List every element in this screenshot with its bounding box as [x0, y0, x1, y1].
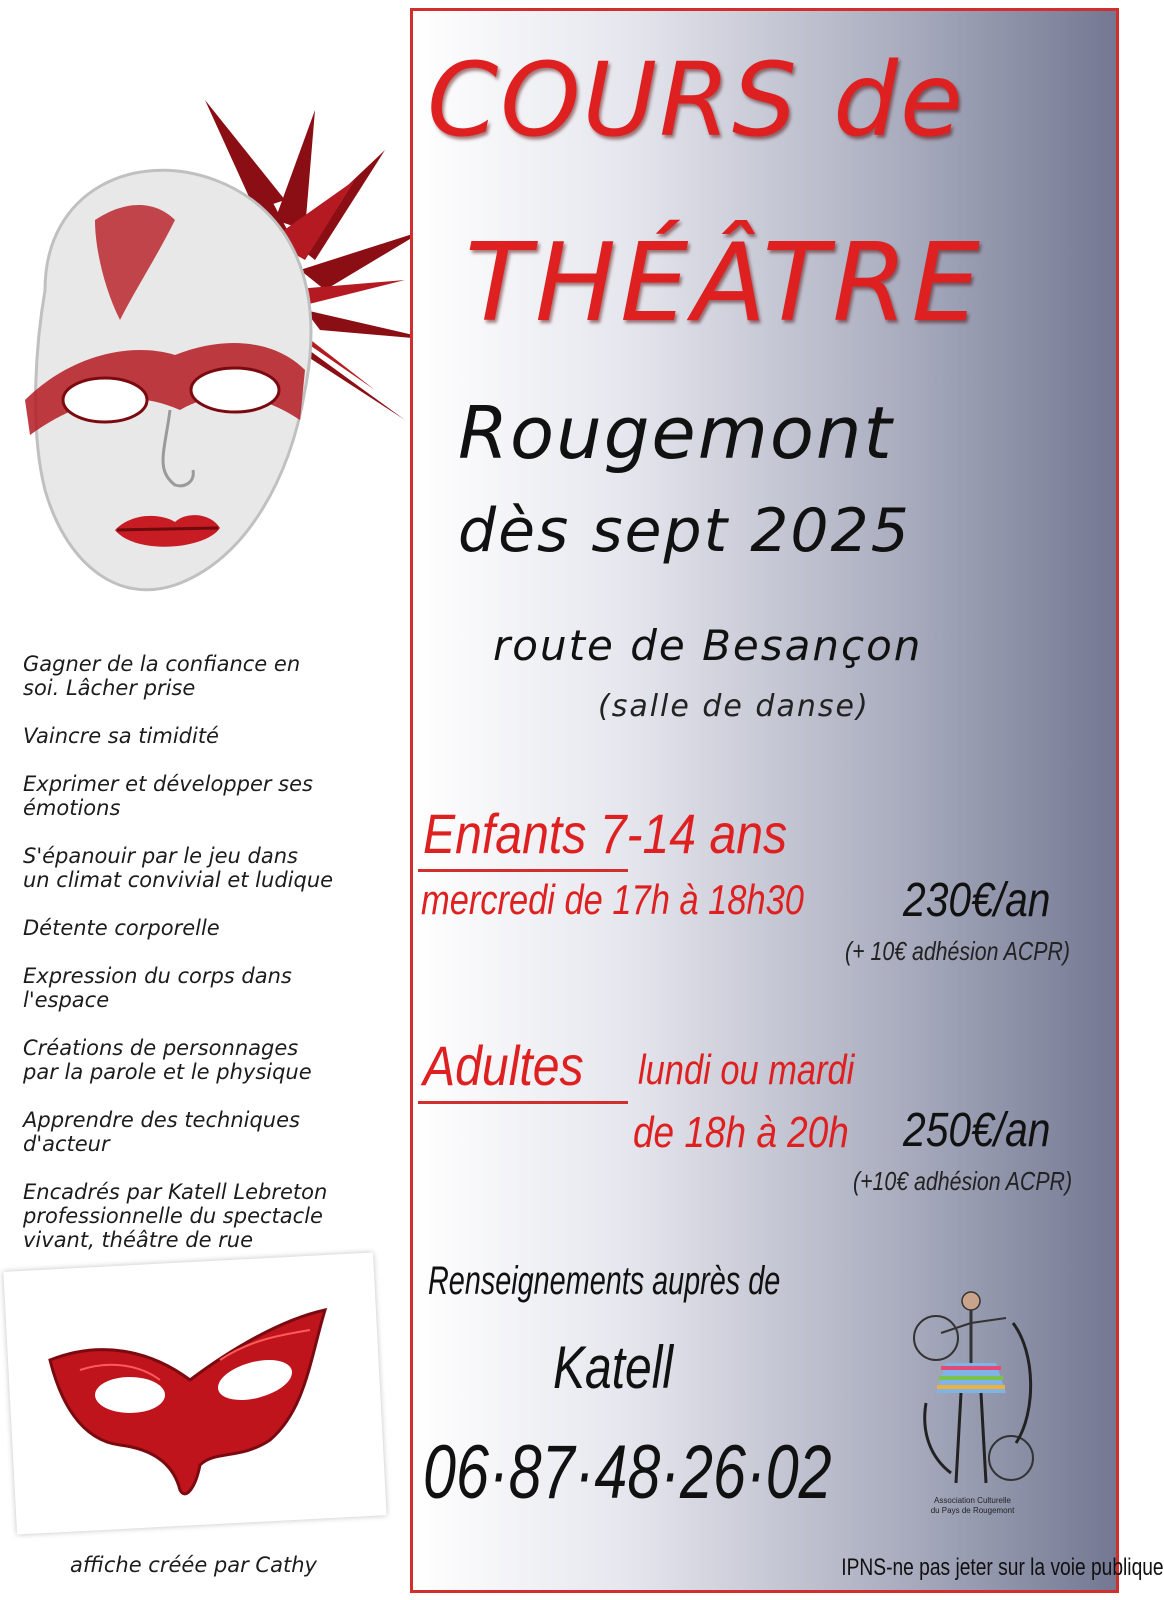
- children-schedule: mercredi de 17h à 18h30: [421, 876, 804, 923]
- adults-title: Adultes: [423, 1034, 584, 1097]
- children-underline: [418, 869, 628, 872]
- adults-price: 250€/an: [903, 1104, 1051, 1157]
- benefit-item: Exprimer et développer ses émotions: [23, 772, 313, 820]
- benefit-item: Apprendre des techniques d'acteur: [23, 1108, 300, 1156]
- contact-name: Katell: [553, 1334, 674, 1401]
- address: route de Besançon: [493, 621, 923, 670]
- poster-credit: affiche créée par Cathy: [70, 1553, 317, 1577]
- start-date: dès sept 2025: [458, 496, 911, 566]
- children-price: 230€/an: [903, 874, 1051, 927]
- association-logo-icon: [901, 1283, 1041, 1493]
- eye-mask-icon: [40, 1300, 340, 1500]
- benefit-item: S'épanouir par le jeu dans un climat convivial et ludique: [23, 844, 334, 892]
- benefits-list: [23, 652, 393, 1276]
- benefit-item: Créations de personnages par la parole et le physique: [23, 1036, 312, 1084]
- benefit-item: Vaincre sa timidité: [23, 724, 219, 748]
- venue: (salle de danse): [598, 689, 870, 724]
- adults-days: lundi ou mardi: [638, 1046, 855, 1093]
- contact-phone: 06·87·48·26·02: [423, 1430, 832, 1515]
- info-panel: [410, 8, 1164, 1593]
- adults-underline: [418, 1101, 628, 1104]
- children-title: Enfants 7-14 ans: [423, 802, 788, 865]
- city-name: Rougemont: [458, 391, 894, 475]
- ipns-footer: IPNS-ne pas jeter sur la voie publique: [841, 1554, 1164, 1581]
- benefit-item: Encadrés par Katell Lebreton professionnelle du spectacle vivant, théâtre de rue: [23, 1180, 328, 1252]
- benefit-item: Expression du corps dans l'espace: [23, 964, 292, 1012]
- benefit-item: Détente corporelle: [23, 916, 220, 940]
- title-line-1: COURS de: [427, 41, 965, 160]
- adults-hours: de 18h à 20h: [633, 1108, 849, 1157]
- venetian-mask-icon: [5, 90, 445, 620]
- adults-fee: (+10€ adhésion ACPR): [853, 1166, 1073, 1196]
- benefit-item: Gagner de la confiance en soi. Lâcher prise: [23, 652, 301, 700]
- children-fee: (+ 10€ adhésion ACPR): [845, 936, 1070, 966]
- contact-info-label: Renseignements auprès de: [428, 1259, 781, 1303]
- title-line-2: THÉÂTRE: [465, 221, 984, 346]
- association-name: Association Culturelle du Pays de Rougemont: [930, 1496, 1015, 1515]
